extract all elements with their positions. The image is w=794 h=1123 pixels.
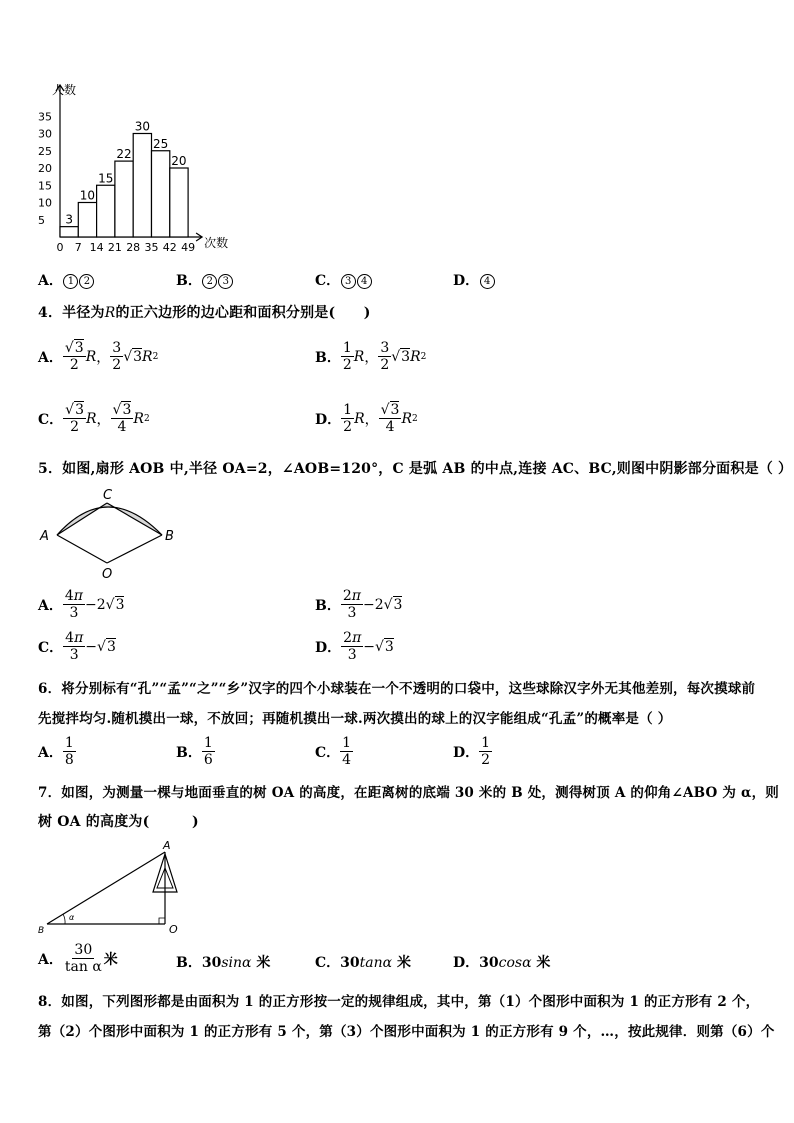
- fraction: $\frac{1}{2}$: [343, 402, 353, 435]
- fraction: $\frac{√3}{4}$: [380, 402, 400, 435]
- q3-option-c[interactable]: [315, 270, 372, 290]
- bar: [60, 227, 78, 237]
- fn: cosα: [498, 955, 532, 971]
- x-tick-label: 42: [162, 241, 177, 254]
- q6-option-b-label: B．: [176, 744, 202, 761]
- fraction: $\frac{3}{2}$: [380, 340, 390, 373]
- label-alpha: α: [69, 913, 75, 922]
- coef: 30: [201, 955, 222, 971]
- x-tick-label: 35: [144, 241, 159, 254]
- q4-option-d[interactable]: D． $\frac{1}{2}$ R ， $\frac{√3}{4}$ R 2: [315, 402, 418, 435]
- sector-figure: [35, 485, 180, 580]
- q7-stem-line1: 7．如图，为测量一棵与地面垂直的树 OA 的高度，在距离树的底端 30 米的 B 处，测得树顶 A 的仰角∠ABO 为 α，则: [38, 785, 779, 801]
- circle-num: 4: [480, 274, 495, 289]
- q4-stem-pre: 4．半径为: [38, 305, 105, 321]
- fraction: $\frac{2\pi}{3}$: [343, 630, 362, 663]
- q7-option-a[interactable]: [38, 942, 118, 975]
- fn: sinα: [221, 955, 252, 971]
- x-tick-label: 7: [74, 241, 82, 254]
- fraction: $\frac{4\pi}{3}$: [64, 588, 83, 621]
- segment-cb: [107, 503, 162, 535]
- q4-stem: [38, 302, 371, 322]
- q6-option-d[interactable]: [453, 735, 492, 768]
- q7-stem-line2: 树 OA 的高度为( ): [38, 814, 199, 830]
- fraction: $\frac{3}{2}$: [112, 340, 122, 373]
- bar-value-label: 22: [116, 147, 132, 162]
- q7-option-d-label: D．: [453, 955, 480, 971]
- circle-num: 2: [79, 274, 94, 289]
- fraction: $\frac{1}{2}$: [481, 735, 491, 768]
- unit: 米: [251, 955, 271, 971]
- q4-option-a[interactable]: A． $\frac{√3}{2}$ R ， $\frac{3}{2}$ √3 R 2: [38, 340, 159, 373]
- x-tick-label: 14: [89, 241, 104, 254]
- fraction: $\frac{1}{2}$: [342, 340, 352, 373]
- label-b: B: [38, 926, 45, 936]
- label-a: A: [163, 839, 171, 852]
- q5-option-a[interactable]: A． $\frac{4\pi}{3}$ −2√3: [38, 588, 125, 621]
- q3-option-c-label: C．: [315, 273, 341, 289]
- bar-value-label: 3: [65, 212, 73, 227]
- unit: 米: [392, 955, 411, 971]
- q4-option-b-label: B．: [315, 349, 341, 366]
- frac-num: 30: [74, 942, 93, 958]
- q7-option-b[interactable]: [176, 952, 270, 972]
- q6-option-c-label: C．: [315, 744, 341, 761]
- histogram-chart: [30, 80, 240, 260]
- bar-value-label: 25: [153, 136, 169, 151]
- q6-stem-line1: 6．将分别标有“孔”“孟”“之”“乡”汉字的四个小球装在一个不透明的口袋中，这些球除汉字外无其他差别，每次摸球前: [38, 681, 756, 697]
- fraction: $\frac{1}{8}$: [64, 735, 74, 768]
- q5-option-c[interactable]: C． $\frac{4\pi}{3}$ −√3: [38, 630, 116, 663]
- fraction: $\frac{2\pi}{3}$: [342, 588, 361, 621]
- segment-ob: [107, 535, 162, 563]
- bar: [78, 203, 96, 238]
- q3-option-b[interactable]: [176, 270, 234, 290]
- unit: 米: [103, 951, 118, 968]
- y-tick-label: 15: [38, 179, 52, 193]
- fraction: [63, 942, 104, 975]
- shaded-region: [57, 503, 162, 535]
- x-tick-label: 0: [56, 241, 64, 254]
- q6-option-b[interactable]: [176, 735, 215, 768]
- q3-option-b-label: B．: [176, 273, 202, 289]
- q7-option-a-label: A．: [38, 951, 63, 968]
- x-tick-label: 28: [126, 241, 141, 254]
- y-axis-label: 人数: [52, 83, 77, 97]
- circle-num: 4: [357, 274, 372, 289]
- y-tick-label: 10: [38, 196, 52, 210]
- q5-option-b[interactable]: B． $\frac{2\pi}{3}$ −2√3: [315, 588, 403, 621]
- bar-value-label: 20: [171, 154, 187, 168]
- y-tick-label: 30: [38, 127, 52, 141]
- q8-stem-line2: 第（2）个图形中面积为 1 的正方形有 5 个，第（3）个图形中面积为 1 的正方形有 9 个，…，按此规律．则第（6）个: [38, 1024, 775, 1040]
- q6-option-d-label: D．: [453, 744, 480, 761]
- line-ba: [47, 852, 165, 924]
- fraction: $\frac{√3}{4}$: [112, 402, 132, 435]
- q3-option-a-label: A．: [38, 273, 63, 289]
- q4-option-d-label: D．: [315, 411, 342, 428]
- fraction: $\frac{4\pi}{3}$: [65, 630, 84, 663]
- label-b: B: [165, 529, 174, 544]
- fraction: $\frac{1}{6}$: [203, 735, 213, 768]
- circle-num: 3: [341, 274, 356, 289]
- q6-option-a[interactable]: [38, 735, 76, 768]
- bar-value-label: 15: [98, 171, 114, 186]
- right-angle-mark: [159, 918, 165, 924]
- angle-arc: [63, 914, 65, 924]
- circle-num: 2: [202, 274, 217, 289]
- fraction: $\frac{√3}{2}$: [65, 402, 84, 435]
- y-tick-label: 5: [38, 213, 45, 227]
- q4-option-c[interactable]: C． $\frac{√3}{2}$ R ， $\frac{√3}{4}$ R 2: [38, 402, 150, 435]
- q7-option-c[interactable]: [315, 952, 411, 972]
- q4-option-b[interactable]: B． $\frac{1}{2}$ R ， $\frac{3}{2}$ √3 R 2: [315, 340, 427, 373]
- y-tick-label: 25: [38, 144, 52, 158]
- y-tick-label: 20: [38, 162, 52, 175]
- label-c: C: [103, 488, 113, 503]
- coef: 30: [340, 955, 360, 971]
- circle-num: 3: [218, 274, 233, 289]
- q3-option-d-label: D．: [453, 273, 480, 289]
- bar-value-label: 30: [134, 119, 150, 134]
- bar: [133, 134, 151, 238]
- q5-option-a-label: A．: [38, 597, 63, 614]
- coef: 30: [479, 955, 499, 971]
- x-tick-label: 21: [107, 241, 122, 254]
- q4-option-a-label: A．: [38, 349, 63, 366]
- bar: [97, 185, 115, 237]
- q3-option-a[interactable]: [38, 270, 95, 290]
- fn: tanα: [359, 955, 393, 971]
- label-o: O: [169, 923, 178, 936]
- q4-stem-var: R: [104, 305, 116, 321]
- q8-stem-line1: 8．如图，下列图形都是由面积为 1 的正方形按一定的规律组成，其中，第（1）个图形中面积为 1 的正方形有 2 个，: [38, 994, 760, 1010]
- fraction: $\frac{1}{4}$: [342, 735, 352, 768]
- q7-option-c-label: C．: [315, 955, 341, 971]
- frac-den: tan α: [64, 959, 102, 975]
- label-a: A: [40, 529, 49, 544]
- q4-option-c-label: C．: [38, 411, 64, 428]
- q6-option-a-label: A．: [38, 744, 63, 761]
- fraction: $\frac{√3}{2}$: [64, 340, 84, 373]
- q5-stem: 5．如图,扇形 AOB 中,半径 OA=2，∠AOB=120°，C 是弧 AB 的中点,连接 AC、BC,则图中阴影部分面积是（ ）: [38, 461, 793, 477]
- x-axis-label: 次数: [204, 236, 229, 250]
- q3-option-d[interactable]: [453, 270, 495, 290]
- x-tick-label: 49: [181, 241, 196, 254]
- q7-option-b-label: B．: [176, 955, 202, 971]
- circle-num: 1: [63, 274, 78, 289]
- bar: [115, 161, 133, 237]
- q6-option-c[interactable]: [315, 735, 353, 768]
- q5-option-d-label: D．: [315, 639, 342, 656]
- tree-figure: [35, 838, 185, 938]
- q7-option-d[interactable]: [453, 952, 550, 972]
- q5-option-d[interactable]: D． $\frac{2\pi}{3}$ −√3: [315, 630, 394, 663]
- y-tick-label: 35: [38, 110, 52, 124]
- bar: [152, 151, 170, 237]
- unit: 米: [531, 955, 551, 971]
- q6-stem-line2: 先搅拌均匀.随机摸出一球，不放回；再随机摸出一球.两次摸出的球上的汉字能组成“孔孟”的概率是（ ）: [38, 711, 672, 727]
- q5-option-c-label: C．: [38, 639, 64, 656]
- bar-value-label: 10: [79, 188, 96, 203]
- bar: [170, 168, 188, 237]
- q5-option-b-label: B．: [315, 597, 341, 614]
- q4-stem-post: 的正六边形的边心距和面积分别是( ): [115, 305, 371, 321]
- segment-ac: [57, 503, 107, 535]
- segment-ao: [57, 535, 107, 563]
- label-o: O: [102, 567, 113, 580]
